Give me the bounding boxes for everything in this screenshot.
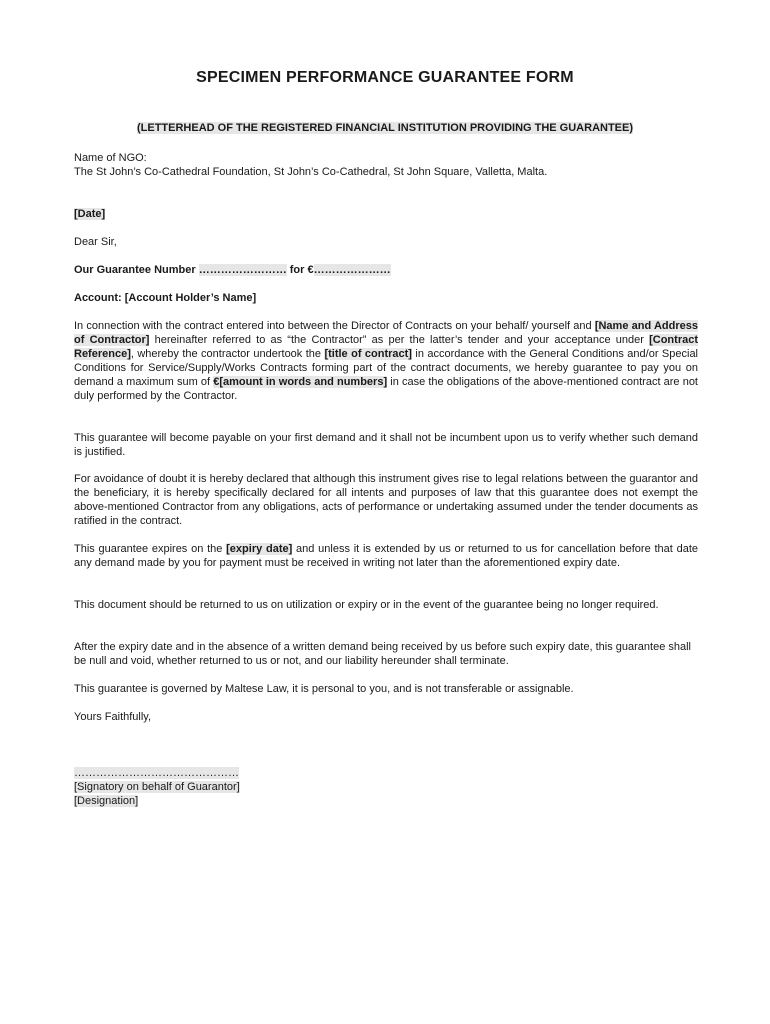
p4-text-2: and unless it is extended by us or returned to us for cancellation before that date any demand made by you for payment must be received in writing not later than the aforementioned expiry date. bbox=[74, 543, 698, 569]
signature-dots: ……………………………………… bbox=[74, 767, 239, 779]
letterhead-placeholder bbox=[0, 122, 770, 134]
guarantee-number-label: Our Guarantee Number bbox=[74, 264, 199, 276]
p4-text-1: This guarantee expires on the bbox=[74, 543, 227, 555]
guarantee-amount-label: for € bbox=[286, 264, 314, 276]
paragraph-return: This document should be returned to us on utilization or expiry or in the event of the guarantee being no longer required. bbox=[74, 599, 659, 611]
p1-text-3: , whereby the contractor undertook the bbox=[130, 348, 325, 360]
p1-text-1: In connection with the contract entered into between the Director of Contracts on your behalf/ yourself and bbox=[74, 320, 595, 332]
signature-block bbox=[74, 766, 698, 808]
paragraph-governing-law: This guarantee is governed by Maltese Law, it is personal to you, and is not transferable or assignable. bbox=[74, 683, 574, 695]
p1-text-4: in accordance with the General Conditions and/or Special Conditions for Service/Supply/Works Contracts forming part of the contract documents, we hereby guarantee to pay you on demand a maximum sum of bbox=[74, 348, 699, 388]
designation-placeholder: [Designation] bbox=[74, 795, 139, 807]
contract-title-placeholder: [title of contract] bbox=[324, 348, 412, 360]
salutation: Dear Sir, bbox=[74, 236, 117, 248]
p1-text-5: in case the obligations of the above-mentioned contract are not duly performed by the Contractor. bbox=[74, 376, 698, 402]
account-label: Account: bbox=[74, 292, 125, 304]
p1-text-2: hereinafter referred to as “the Contractor” as per the latter’s tender and your acceptance under bbox=[149, 334, 650, 346]
date-field bbox=[74, 207, 698, 221]
date-placeholder: [Date] bbox=[74, 208, 106, 220]
account-line bbox=[74, 291, 698, 305]
ngo-label: Name of NGO: bbox=[74, 152, 147, 164]
designation-line bbox=[74, 794, 698, 808]
ngo-value: The St John’s Co-Cathedral Foundation, St John’s Co-Cathedral, St John Square, Valletta, Malta. bbox=[74, 166, 548, 178]
paragraph-contract bbox=[74, 319, 698, 403]
amount-placeholder: €[amount in words and numbers] bbox=[213, 376, 388, 388]
paragraph-expiry bbox=[74, 542, 698, 570]
signature-line bbox=[74, 766, 698, 780]
contractor-placeholder: [Name and Address of Contractor] bbox=[74, 320, 698, 346]
paragraph-null-void: After the expiry date and in the absence of a written demand being received by us before such expiry date, this guarantee shall be null and void, whether returned to us or not, and our liability hereunder shall terminate. bbox=[74, 641, 691, 667]
paragraph-payable: This guarantee will become payable on your first demand and it shall not be incumbent upon us to verify whether such demand is justified. bbox=[74, 432, 698, 458]
signatory-line bbox=[74, 780, 698, 794]
paragraph-avoidance-of-doubt: For avoidance of doubt it is hereby declared that although this instrument gives rise to legal relations between the guarantor and the beneficiary, it is hereby specifically declared for all intents and purposes of law that this guarantee does not exempt the above-mentioned Contractor from any obligations, acts of performance or undertaking assumed under the tender documents as ratified in the contract. bbox=[74, 473, 698, 527]
document-title: SPECIMEN PERFORMANCE GUARANTEE FORM bbox=[196, 69, 574, 86]
guarantee-amount-blank: ………………… bbox=[313, 264, 391, 276]
ngo-block bbox=[74, 151, 698, 179]
closing: Yours Faithfully, bbox=[74, 711, 152, 723]
account-holder-placeholder: [Account Holder’s Name] bbox=[124, 292, 257, 304]
expiry-date-placeholder: [expiry date] bbox=[226, 543, 293, 555]
signatory-placeholder: [Signatory on behalf of Guarantor] bbox=[74, 781, 240, 793]
contract-reference-placeholder: [Contract Reference] bbox=[74, 334, 698, 360]
guarantee-number-blank: …………………… bbox=[198, 264, 287, 276]
letterhead-text: (LETTERHEAD OF THE REGISTERED FINANCIAL INSTITUTION PROVIDING THE GUARANTEE) bbox=[136, 122, 634, 134]
guarantee-number-line bbox=[74, 263, 698, 277]
